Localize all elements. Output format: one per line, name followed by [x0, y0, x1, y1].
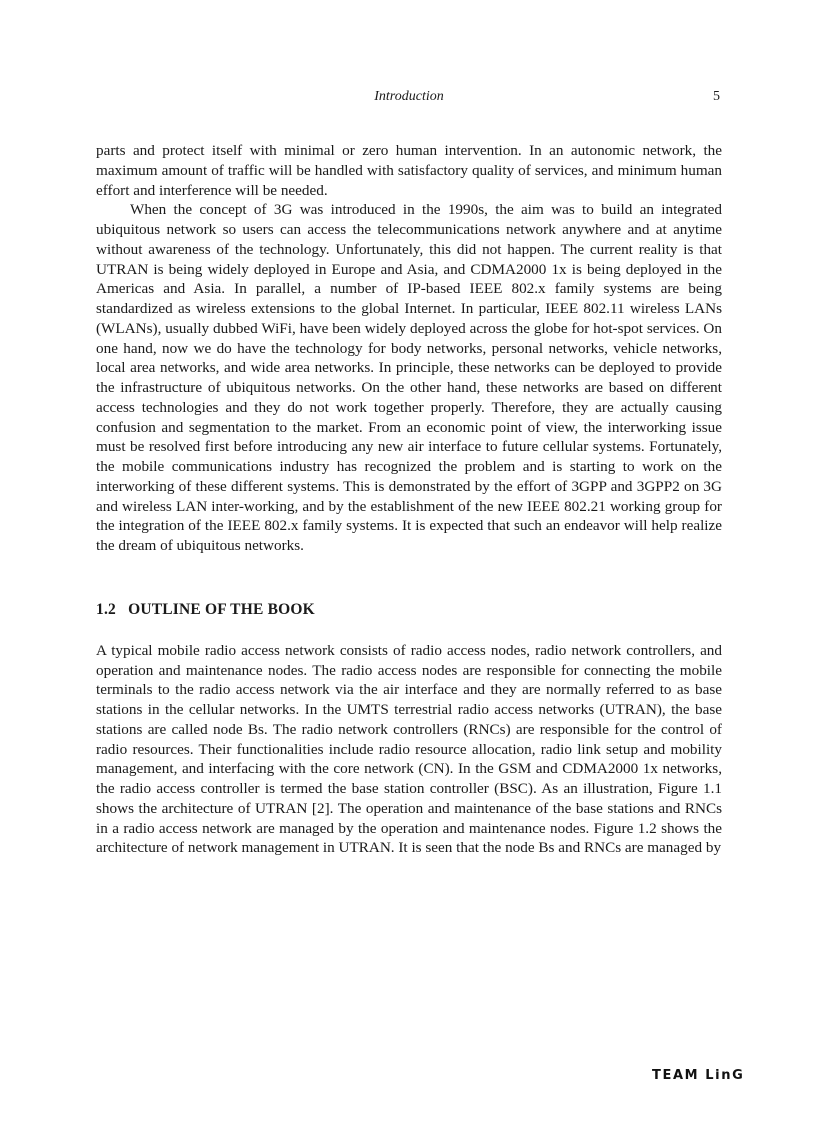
page-header — [96, 88, 722, 108]
team-ling-watermark: TEAM LinG — [652, 1068, 745, 1083]
paragraph-continuation: parts and protect itself with minimal or zero human intervention. In an autonomic network, the maximum amount of traffic will be handled with satisfactory quality of services, and minimum human effort and interference will be needed. — [96, 142, 722, 199]
section-title: OUTLINE OF THE BOOK — [128, 600, 315, 618]
paragraph-3g-interworking: When the concept of 3G was introduced in the 1990s, the aim was to build an integrated ubiquitous network so users can access the telecommunications network anywhere and at anytime without awareness of the technology. Unfortunately, this did not happen. The current reality is that UTRAN is being widely deployed in Europe and Asia, and CDMA2000 1x is being deployed in the Americas and Asia. In parallel, a number of IP-based IEEE 802.x family systems are being standardized as wireless extensions to the global Internet. In particular, IEEE 802.11 wireless LANs (WLANs), usually dubbed WiFi, have been widely deployed across the globe for hot-spot services. On one hand, now we do have the technology for body networks, personal networks, vehicle networks, local area networks, and wide area networks. In principle, these networks can be deployed to provide the infrastructure of ubiquitous networks. On the other hand, these networks are based on different access technologies and they do not work together properly. Therefore, they are actually causing confusion and segmentation to the market. From an economic point of view, the interworking issue must be resolved first before introducing any new air interface to future cellular systems. Fortunately, the mobile communications industry has recognized the problem and is starting to work on the interworking of these different systems. This is demonstrated by the effort of 3GPP and 3GPP2 on 3G and wireless LAN inter-working, and by the establishment of the new IEEE 802.21 working group for the integration of the IEEE 802.x family systems. It is expected that such an endeavor will help realize the dream of ubiquitous networks. — [96, 201, 722, 554]
body-text — [96, 141, 722, 858]
section-heading — [96, 600, 722, 620]
paragraph-outline: A typical mobile radio access network consists of radio access nodes, radio network controllers, and operation and maintenance nodes. The radio access nodes are responsible for connecting the mobile terminals to the radio access network via the air interface and they are normally referred to as base stations in the cellular networks. In the UMTS terrestrial radio access networks (UTRAN), the base stations are called node Bs. The radio network controllers (RNCs) are responsible for the control of radio resources. Their functionalities include radio resource allocation, radio link setup and mobility management, and interfacing with the core network (CN). In the GSM and CDMA2000 1x networks, the radio access controller is termed the base station controller (BSC). As an illustration, Figure 1.1 shows the architecture of UTRAN [2]. The operation and maintenance of the base stations and RNCs in a radio access network are managed by the operation and maintenance nodes. Figure 1.2 shows the architecture of network management in UTRAN. It is seen that the node Bs and RNCs are managed by — [96, 641, 722, 857]
page-number: 5 — [713, 89, 720, 104]
running-head: Introduction — [374, 89, 444, 104]
section-number: 1.2 — [96, 600, 116, 618]
